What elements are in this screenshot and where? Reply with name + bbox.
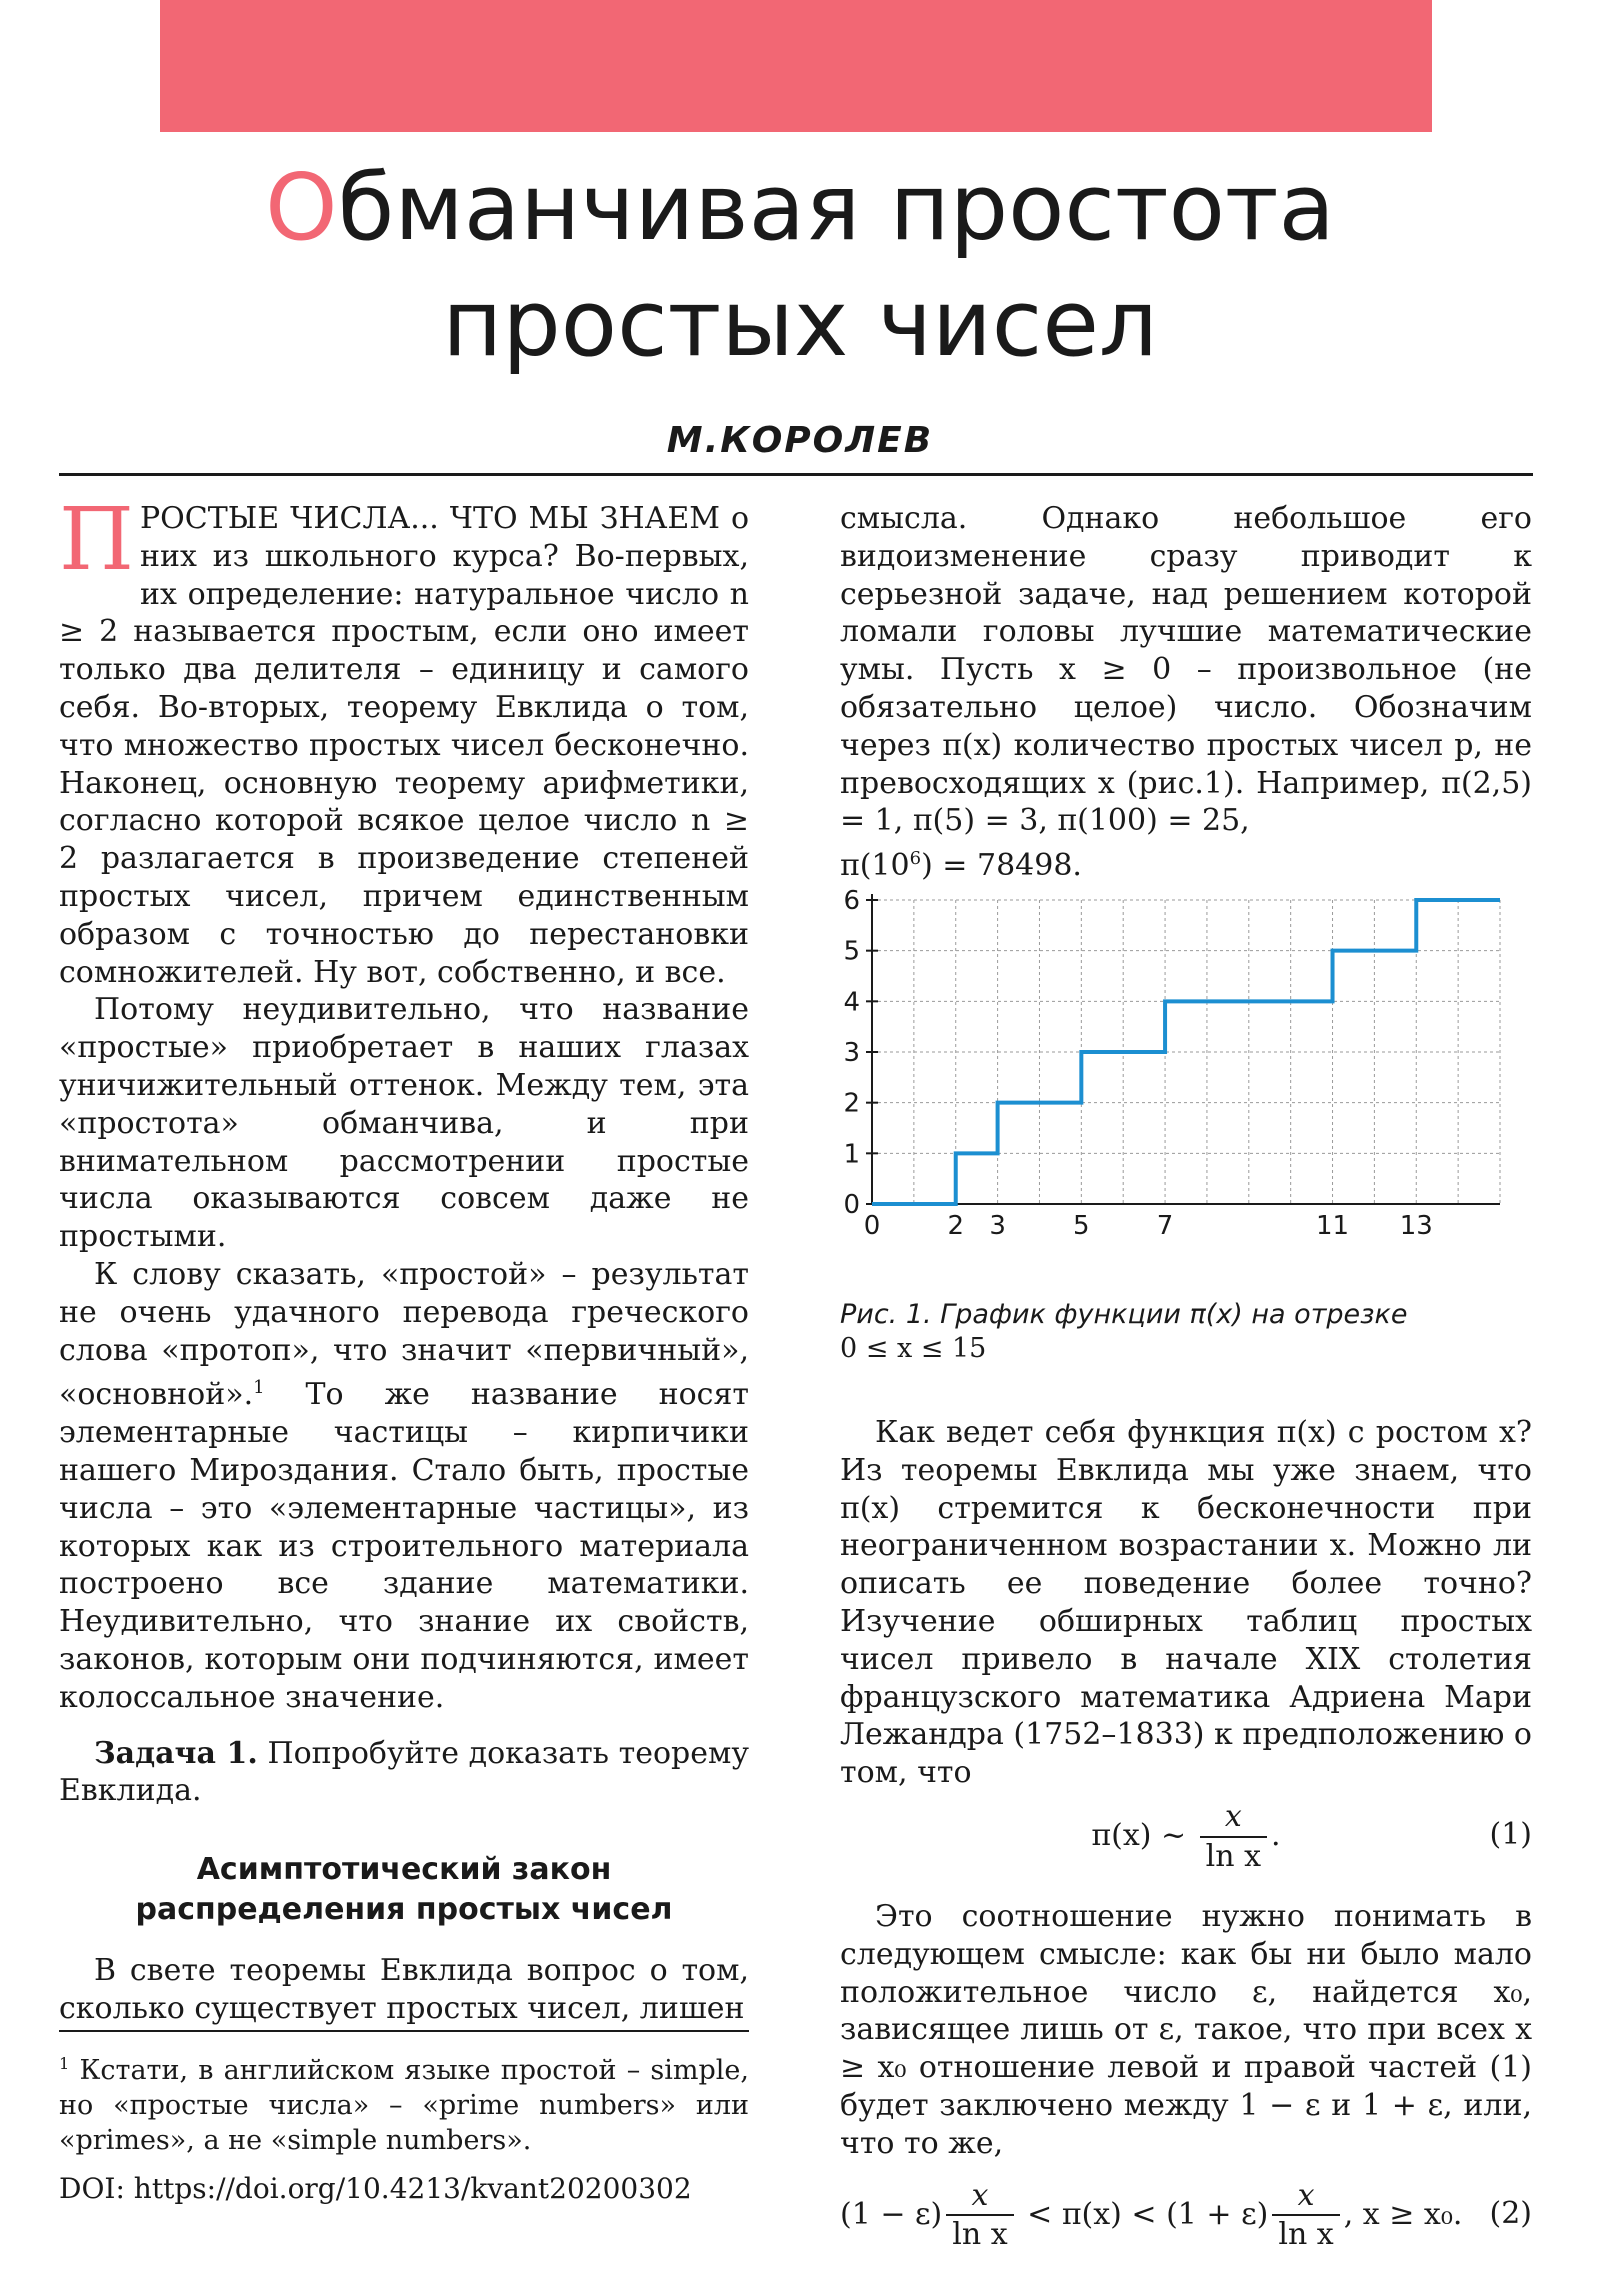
article-title — [0, 150, 1600, 382]
paragraph-2: Потому неудивительно, что название «простые» приобретает в наших глазах уничижительный оттенок. Между тем, эта «простота» обманчива, и при внимательном рассмотрении простые числа оказываются совсем даже не простыми. — [59, 992, 749, 1255]
f2-fraction-1 — [946, 2177, 1013, 2255]
paragraph-3-text-b: То же название носят элементарные частицы – кирпичики нашего Мироздания. Стало быть, простые числа – это «элементарные частицы», из которых как из строительного материала построено все здание математики. Неудивительно, что знание их свойств, законов, которым они подчиняются, имеет колоссальное значение. — [59, 1377, 749, 1715]
chart-grid — [872, 900, 1500, 1204]
footnote — [59, 2046, 749, 2158]
paragraph-4: В свете теоремы Евклида вопрос о том, сколько существует простых чисел, лишен — [59, 1953, 749, 2026]
formula-2-label: (2) — [1489, 2195, 1532, 2231]
y-tick-label-0: 0 — [843, 1190, 860, 1220]
lead-caps: РОСТЫЕ ЧИСЛА... ЧТО МЫ ЗНАЕМ — [140, 501, 720, 536]
tail-sup: 6 — [909, 848, 922, 870]
footnote-rule — [59, 2030, 749, 2032]
title-accent-letter: О — [265, 154, 338, 261]
f1-dot: . — [1271, 1817, 1281, 1853]
formula-2 — [840, 2177, 1532, 2267]
tail-post: ) = 78498. — [921, 848, 1082, 884]
right-paragraph-1-tail — [840, 840, 1532, 885]
task-label: Задача 1. — [94, 1735, 258, 1771]
right-paragraph-3: Это соотношение нужно понимать в следующем смысле: как бы ни было мало положительное число ε, найдется x₀, зависящее лишь от ε, такое, что при всех x ≥ x₀ отношение левой и правой частей (1) будет заключено между 1 − ε и 1 + ε, или, что то же, — [840, 1898, 1532, 2161]
f1-denominator: ln x — [1205, 1838, 1262, 1874]
section-heading — [59, 1850, 749, 1930]
left-column — [59, 490, 750, 2028]
x-tick-label-11: 11 — [1315, 1211, 1350, 1240]
formula-1-label: (1) — [1489, 1816, 1532, 1852]
right-paragraph-2: Как ведет себя функция π(x) с ростом x? Из теоремы Евклида мы уже знаем, что π(x) стремится к бесконечности при неограниченном возрастании x. Можно ли описать ее поведение более точно? Изучение обширных таблиц простых чисел привело в начале XIX столетия французского математика Адриена Мари Лежандра (1752–1833) к предположению о том, что — [840, 1415, 1532, 1791]
y-tick-label-1: 1 — [843, 1139, 860, 1170]
paragraph-1 — [59, 490, 749, 991]
y-tick-label-2: 2 — [843, 1088, 860, 1119]
x-tick-labels — [864, 1211, 1433, 1240]
section-heading-line2: распределения простых чисел — [135, 1892, 673, 1928]
chart-axes — [866, 894, 1500, 1204]
f2-num2: x — [1272, 2177, 1339, 2217]
x-tick-label-2: 2 — [947, 1211, 965, 1240]
formula-1-left: π(x) ~ — [1091, 1817, 1187, 1853]
step-chart — [840, 880, 1540, 1240]
author-name: М.КОРОЛЕВ — [666, 420, 934, 461]
doi-line: DOI: https://doi.org/10.4213/kvant20200302 — [59, 2172, 692, 2205]
y-tick-label-4: 4 — [843, 987, 860, 1018]
formula-1-fraction — [1200, 1798, 1267, 1876]
header-color-bar — [160, 0, 1432, 132]
x-tick-label-5: 5 — [1073, 1211, 1090, 1240]
formula-1 — [840, 1798, 1532, 1888]
right-paragraph-1: смысла. Однако небольшое его видоизменение сразу приводит к серьезной задаче, над решением которой ломали головы лучшие математические умы. Пусть x ≥ 0 – произвольное (не обязательно целое) число. Обозначим через π(x) количество простых чисел p, не превосходящих x (рис.1). Например, π(2,5) = 1, π(5) = 3, π(100) = 25, — [840, 501, 1532, 839]
y-tick-label-6: 6 — [843, 886, 860, 916]
x-tick-label-13: 13 — [1399, 1211, 1433, 1240]
y-tick-label-5: 5 — [843, 936, 860, 967]
f2-middle: < π(x) < (1 + ε) — [1017, 2196, 1269, 2232]
paragraph-3 — [59, 1256, 749, 1717]
section-heading-line1: Асимптотический закон — [196, 1852, 612, 1888]
paragraph-1-text: о них из школьного курса? Во-первых, их определение: натуральное число n ≥ 2 называется простым, если оно имеет только два делителя – единицу и самого себя. Во-вторых, теорему Евклида о том, что множество простых чисел бесконечно. Наконец, основную теорему арифметики, согласно которой всякое целое число n ≥ 2 разлагается в произведение степеней простых чисел, причем единственным образом с точностью до перестановки сомножителей. Ну вот, собственно, и все. — [59, 501, 749, 990]
task-text: Попробуйте доказать теорему Евклида. — [59, 1735, 750, 1809]
y-tick-labels — [843, 886, 860, 1220]
x-tick-label-3: 3 — [989, 1211, 1006, 1240]
y-tick-label-3: 3 — [843, 1038, 860, 1068]
caption-text: Рис. 1. График функции π(x) на отрезке — [840, 1299, 1408, 1330]
paragraph-3-text-a: К слову сказать, «простой» – результат не очень удачного перевода греческого слова «протоп», что значит «первичный», «основной». — [59, 1256, 749, 1413]
f2-num1: x — [946, 2177, 1013, 2217]
f2-fraction-2 — [1272, 2177, 1339, 2255]
task-1 — [59, 1735, 749, 1811]
right-column-bottom — [840, 1414, 1532, 2277]
title-line1: бманчивая простота — [337, 154, 1335, 261]
f2-left-factor: (1 − ε) — [840, 2196, 943, 2232]
dropcap-letter: П — [59, 490, 134, 590]
title-line2: простых чисел — [442, 270, 1158, 377]
tail-pre: π(10 — [840, 848, 910, 884]
f2-den1: ln x — [952, 2217, 1008, 2253]
figure-caption — [840, 1298, 1532, 1366]
header-rule — [59, 473, 1533, 476]
f2-den2: ln x — [1278, 2217, 1334, 2253]
footnote-number: 1 — [59, 2054, 70, 2073]
caption-range: 0 ≤ x ≤ 15 — [840, 1333, 987, 1364]
footnote-text: Кстати, в английском языке простой – simple, но «простые числа» – «prime numbers» или «primes», а не «simple numbers». — [59, 2055, 749, 2156]
footnote-mark: 1 — [253, 1377, 265, 1399]
f1-numerator: x — [1200, 1798, 1267, 1838]
f2-tail: , x ≥ x₀. — [1343, 2196, 1463, 2232]
x-tick-label-7: 7 — [1156, 1211, 1174, 1240]
right-column-top — [840, 500, 1532, 885]
x-tick-label-0: 0 — [863, 1211, 881, 1240]
